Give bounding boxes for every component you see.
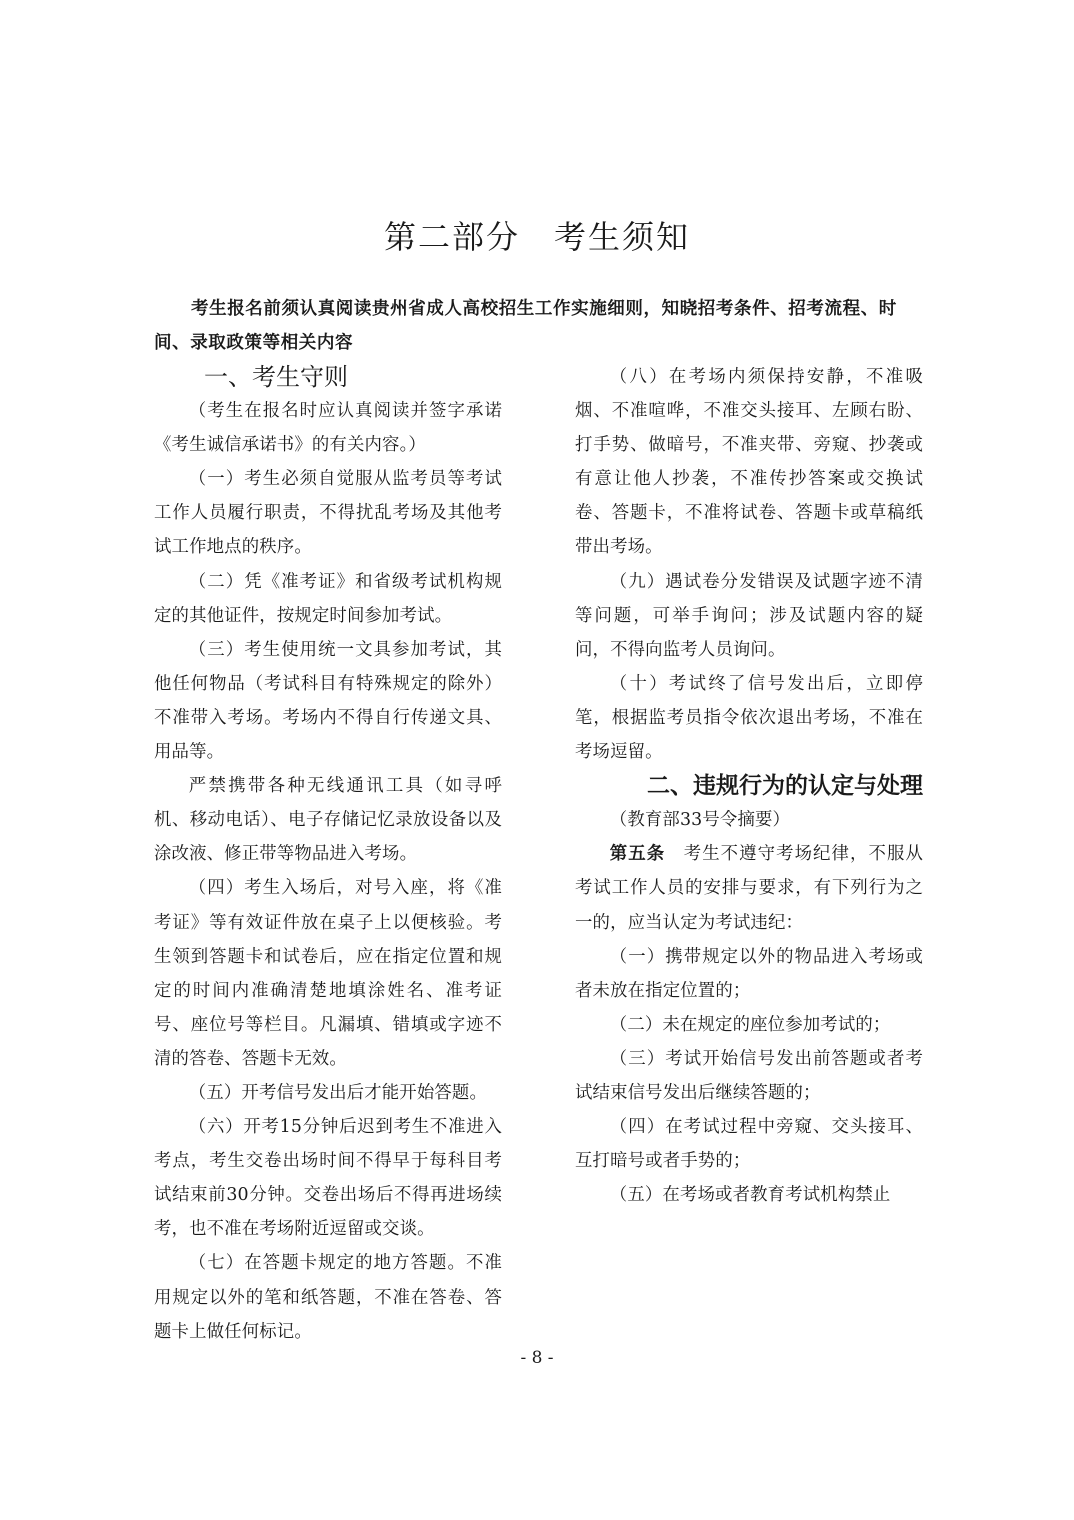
article-5 [575,837,923,939]
rule-3: （三）考生使用统一文具参加考试，其他任何物品（考试科目有特殊规定的除外）不准带入考场。考场内不得自行传递文具、用品等。 [154,639,502,763]
section1-heading: 一、考生守则 [204,363,348,391]
rule-6: （六）开考15分钟后迟到考生不准进入考点，考生交卷出场时间不得早于每科目考试结束前30分钟。交卷出场后不得再进场续考，也不准在考场附近逗留或交谈。 [154,1117,502,1240]
section2-subtitle: （教育部33号令摘要） [609,810,791,831]
violation-2: （二）未在规定的座位参加考试的； [609,1014,891,1035]
left-column [154,360,502,1349]
page-number: - 8 - [520,1348,554,1368]
rule-10: （十）考试终了信号发出后，立即停笔，根据监考员指令依次退出考场，不准在考场逗留。 [575,673,923,763]
violation-5: （五）在考场或者教育考试机构禁止 [609,1185,891,1206]
violation-4: （四）在考试过程中旁窥、交头接耳、互打暗号或者手势的； [575,1117,923,1172]
article-text: 考生不遵守考场纪律，不服从考试工作人员的安排与要求，有下列行为之一的，应当认定为考试违纪： [575,844,923,933]
violation-1: （一）携带规定以外的物品进入考场或者未放在指定位置的； [575,946,923,1001]
rule-9: （九）遇试卷分发错误及试题字迹不清等问题，可举手询问；涉及试题内容的疑问，不得向监考人员询问。 [575,571,923,660]
right-column [575,360,923,1212]
section2-heading: 二、违规行为的认定与处理 [647,773,923,800]
rule-3-extra: 严禁携带各种无线通讯工具（如寻呼机、移动电话）、电子存储记忆录放设备以及涂改液、修正带等物品进入考场。 [154,776,502,865]
rule-4: （四）考生入场后，对号入座，将《准考证》等有效证件放在桌子上以便核验。考生领到答题卡和试卷后，应在指定位置和规定的时间内准确清楚地填涂姓名、准考证号、座位号等栏目。凡漏填、错填或字迹不清的答卷、答题卡无效。 [154,878,502,1069]
intro-paragraph: 考生报名前须认真阅读贵州省成人高校招生工作实施细则，知晓招考条件、招考流程、时间、录取政策等相关内容 [154,299,897,353]
rule-5: （五）开考信号发出后才能开始答题。 [188,1082,487,1103]
violation-3: （三）考试开始信号发出前答题或者考试结束信号发出后继续答题的； [575,1048,923,1103]
rule-1: （一）考生必须自觉服从监考员等考试工作人员履行职责，不得扰乱考场及其他考试工作地点的秩序。 [154,469,502,558]
rule-8: （八）在考场内须保持安静，不准吸烟、不准喧哗，不准交头接耳、左顾右盼、打手势、做暗号，不准夹带、旁窥、抄袭或有意让他人抄袭，不准传抄答案或交换试卷、答题卡，不准将试卷、答题卡或草稿纸带出考场。 [575,367,923,558]
rule-note: （考生在报名时应认真阅读并签字承诺《考生诚信承诺书》的有关内容。） [154,401,502,456]
article-label: 第五条 [609,844,666,865]
rule-2: （二）凭《准考证》和省级考试机构规定的其他证件，按规定时间参加考试。 [154,571,502,626]
page-title: 第二部分 考生须知 [383,218,690,256]
rule-7: （七）在答题卡规定的地方答题。不准用规定以外的笔和纸答题，不准在答卷、答题卡上做任何标记。 [154,1253,502,1342]
